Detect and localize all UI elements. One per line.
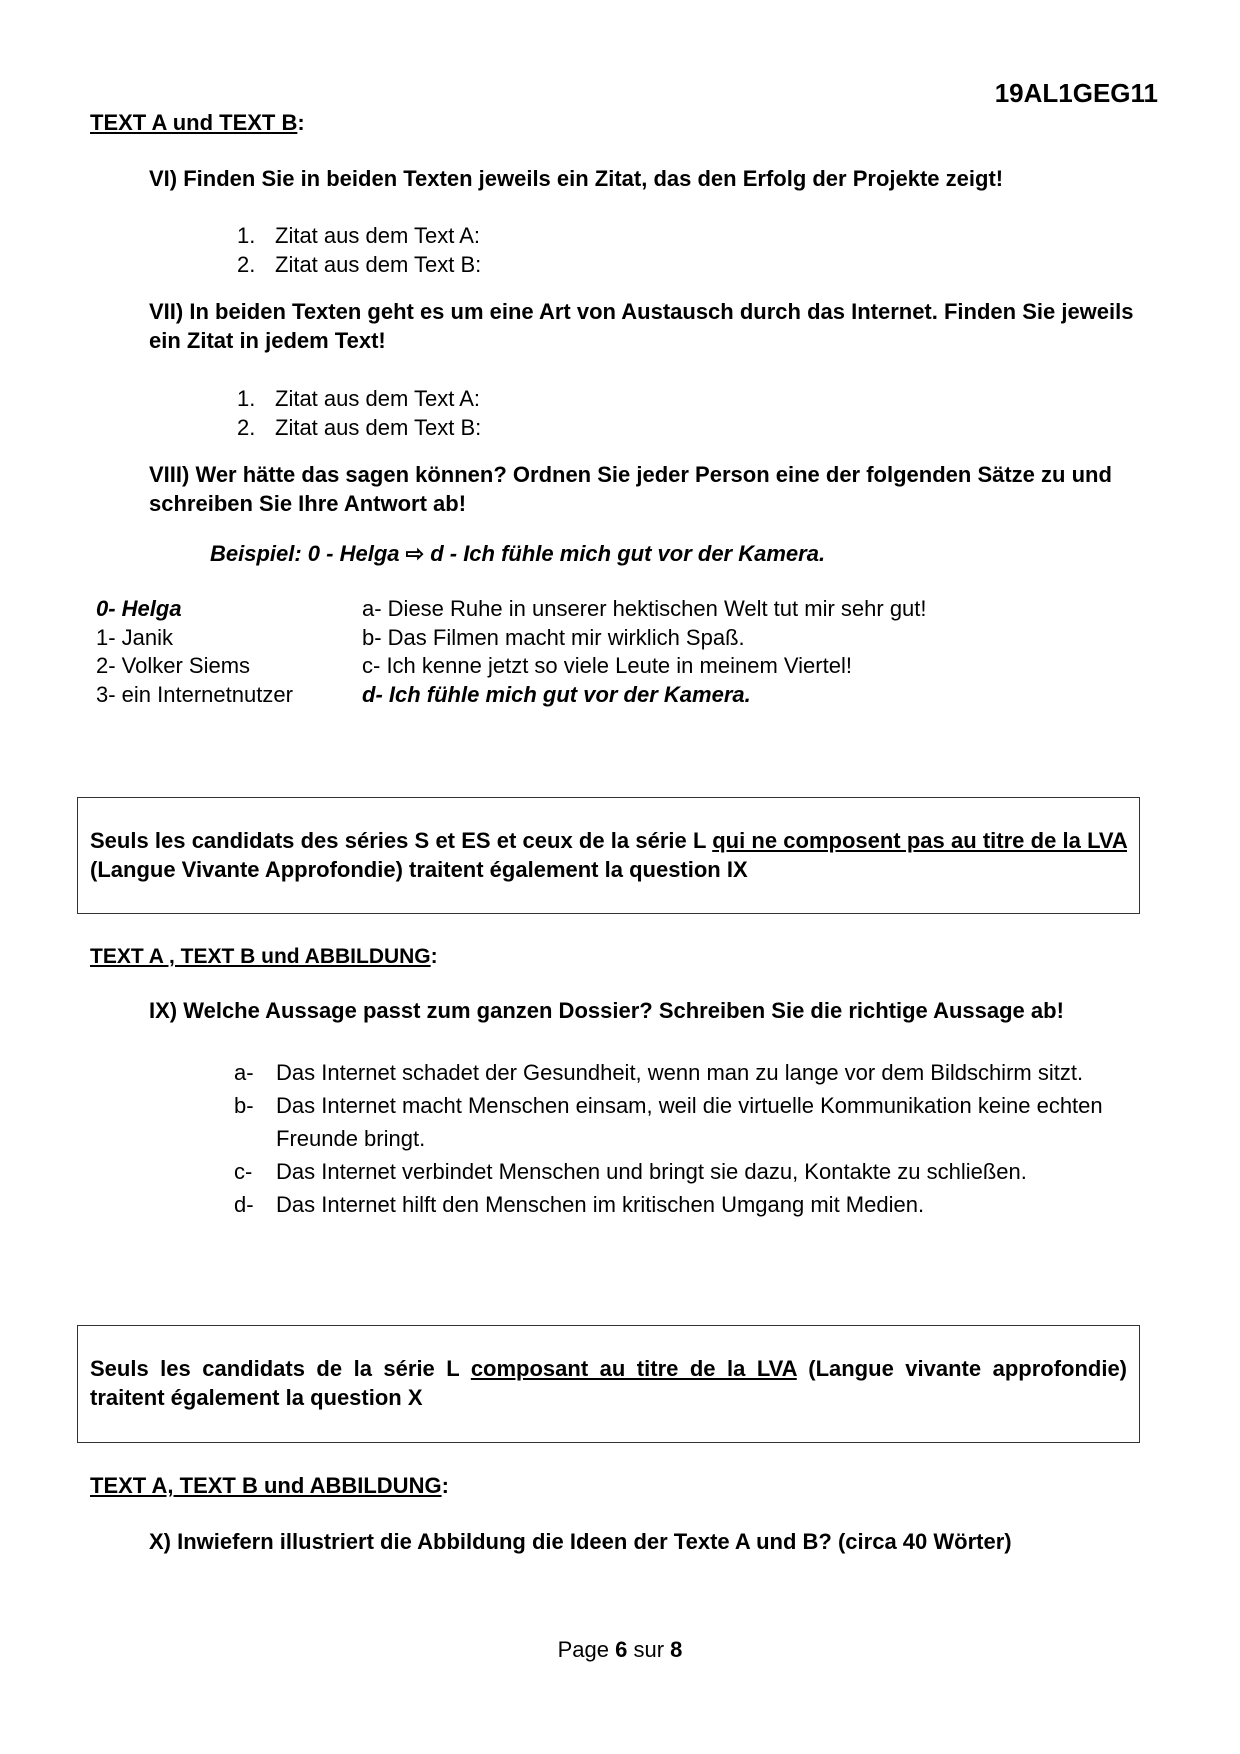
sentence-item: d- Ich fühle mich gut vor der Kamera. — [362, 681, 751, 707]
list-item-number: 1. — [237, 386, 256, 411]
document-code: 19AL1GEG11 — [994, 78, 1158, 108]
footer-page-number: 6 — [615, 1637, 628, 1662]
notice-underlined: qui ne composent pas au titre de la LVA — [712, 828, 1127, 853]
option-letter: d- — [234, 1192, 254, 1217]
option-item — [234, 1188, 1154, 1221]
list-item — [237, 250, 481, 279]
option-text: Das Internet hilft den Menschen im kritischen Umgang mit Medien. — [276, 1192, 925, 1217]
question-7-list — [237, 384, 481, 442]
person-item: 3- ein Internetnutzer — [96, 681, 293, 707]
option-text: Das Internet schadet der Gesundheit, wenn man zu lange vor dem Bildschirm sitzt. — [276, 1060, 1084, 1085]
sentence-item: a- Diese Ruhe in unserer hektischen Welt tut mir sehr gut! — [362, 596, 927, 621]
section-header-text-a-b-abbildung — [90, 945, 438, 969]
example-suffix: d - Ich fühle mich gut vor der Kamera. — [430, 541, 826, 566]
list-item-number: 1. — [237, 223, 256, 248]
option-letter: c- — [234, 1159, 253, 1184]
section-header-colon: : — [430, 945, 438, 968]
option-item — [234, 1056, 1154, 1089]
sentence-item: c- Ich kenne jetzt so viele Leute in meinem Viertel! — [362, 653, 852, 678]
notice-text: (Langue vivante approfondie) traitent également la question X — [90, 1356, 1128, 1410]
person-item: 1- Janik — [96, 624, 174, 650]
section-header-text-a-b-abbildung-2 — [90, 1473, 449, 1499]
sentences-column — [362, 595, 927, 709]
list-item-text: Zitat aus dem Text A: — [275, 386, 481, 411]
question-8: VIII) Wer hätte das sagen können? Ordnen Sie jeder Person eine der folgenden Sätze zu und schreiben Sie Ihre Antwort ab! — [149, 462, 1112, 516]
section-header-label: TEXT A , TEXT B und ABBILDUNG — [90, 945, 431, 968]
list-item — [237, 413, 481, 442]
question-8-example — [210, 541, 825, 567]
page-footer — [0, 1637, 1240, 1663]
footer-middle: sur — [627, 1637, 671, 1662]
option-item — [234, 1089, 1154, 1155]
notice-box-question-10 — [77, 1325, 1140, 1443]
notice-underlined: composant au titre de la LVA — [470, 1356, 797, 1381]
option-text: Das Internet verbindet Menschen und bringt sie dazu, Kontakte zu schließen. — [276, 1159, 1027, 1184]
option-item — [234, 1155, 1154, 1188]
sentence-item: b- Das Filmen macht mir wirklich Spaß. — [362, 624, 745, 650]
persons-column — [96, 595, 293, 709]
list-item-text: Zitat aus dem Text B: — [275, 252, 482, 277]
question-6: VI) Finden Sie in beiden Texten jeweils ein Zitat, das den Erfolg der Projekte zeigt! — [149, 166, 1004, 191]
question-10: X) Inwiefern illustriert die Abbildung die Ideen der Texte A und B? (circa 40 Wörter) — [149, 1529, 1012, 1554]
section-header-colon: : — [297, 110, 305, 135]
list-item-number: 2. — [237, 415, 256, 440]
section-header-label: TEXT A, TEXT B und ABBILDUNG — [90, 1473, 442, 1498]
example-prefix: Beispiel: 0 - Helga — [210, 541, 400, 566]
footer-total-pages: 8 — [670, 1637, 683, 1662]
arrow-icon: ⇨ — [405, 541, 425, 566]
notice-text: Seuls les candidats des séries S et ES et ceux de la série L — [90, 828, 713, 853]
section-header-colon: : — [441, 1473, 449, 1498]
notice-text: (Langue Vivante Approfondie) traitent également la question IX — [90, 857, 748, 882]
list-item-text: Zitat aus dem Text B: — [275, 415, 482, 440]
option-letter: b- — [234, 1093, 254, 1118]
notice-box-question-9 — [77, 797, 1140, 914]
option-letter: a- — [234, 1060, 254, 1085]
option-text: Das Internet macht Menschen einsam, weil die virtuelle Kommunikation keine echten Freunde bringt. — [276, 1093, 1103, 1151]
section-header-label: TEXT A und TEXT B — [90, 110, 298, 135]
notice-text: Seuls les candidats de la série L — [90, 1356, 471, 1381]
question-9: IX) Welche Aussage passt zum ganzen Dossier? Schreiben Sie die richtige Aussage ab! — [149, 998, 1064, 1023]
question-6-list — [237, 221, 481, 279]
list-item — [237, 384, 481, 413]
person-item: 0- Helga — [96, 596, 182, 621]
list-item-text: Zitat aus dem Text A: — [275, 223, 481, 248]
question-9-options — [234, 1056, 1154, 1221]
person-item: 2- Volker Siems — [96, 653, 251, 678]
list-item-number: 2. — [237, 252, 256, 277]
footer-prefix: Page — [557, 1637, 616, 1662]
section-header-text-a-b — [90, 110, 305, 136]
list-item — [237, 221, 481, 250]
question-7: VII) In beiden Texten geht es um eine Art von Austausch durch das Internet. Finden Sie jeweils ein Zitat in jedem Text! — [149, 299, 1134, 353]
